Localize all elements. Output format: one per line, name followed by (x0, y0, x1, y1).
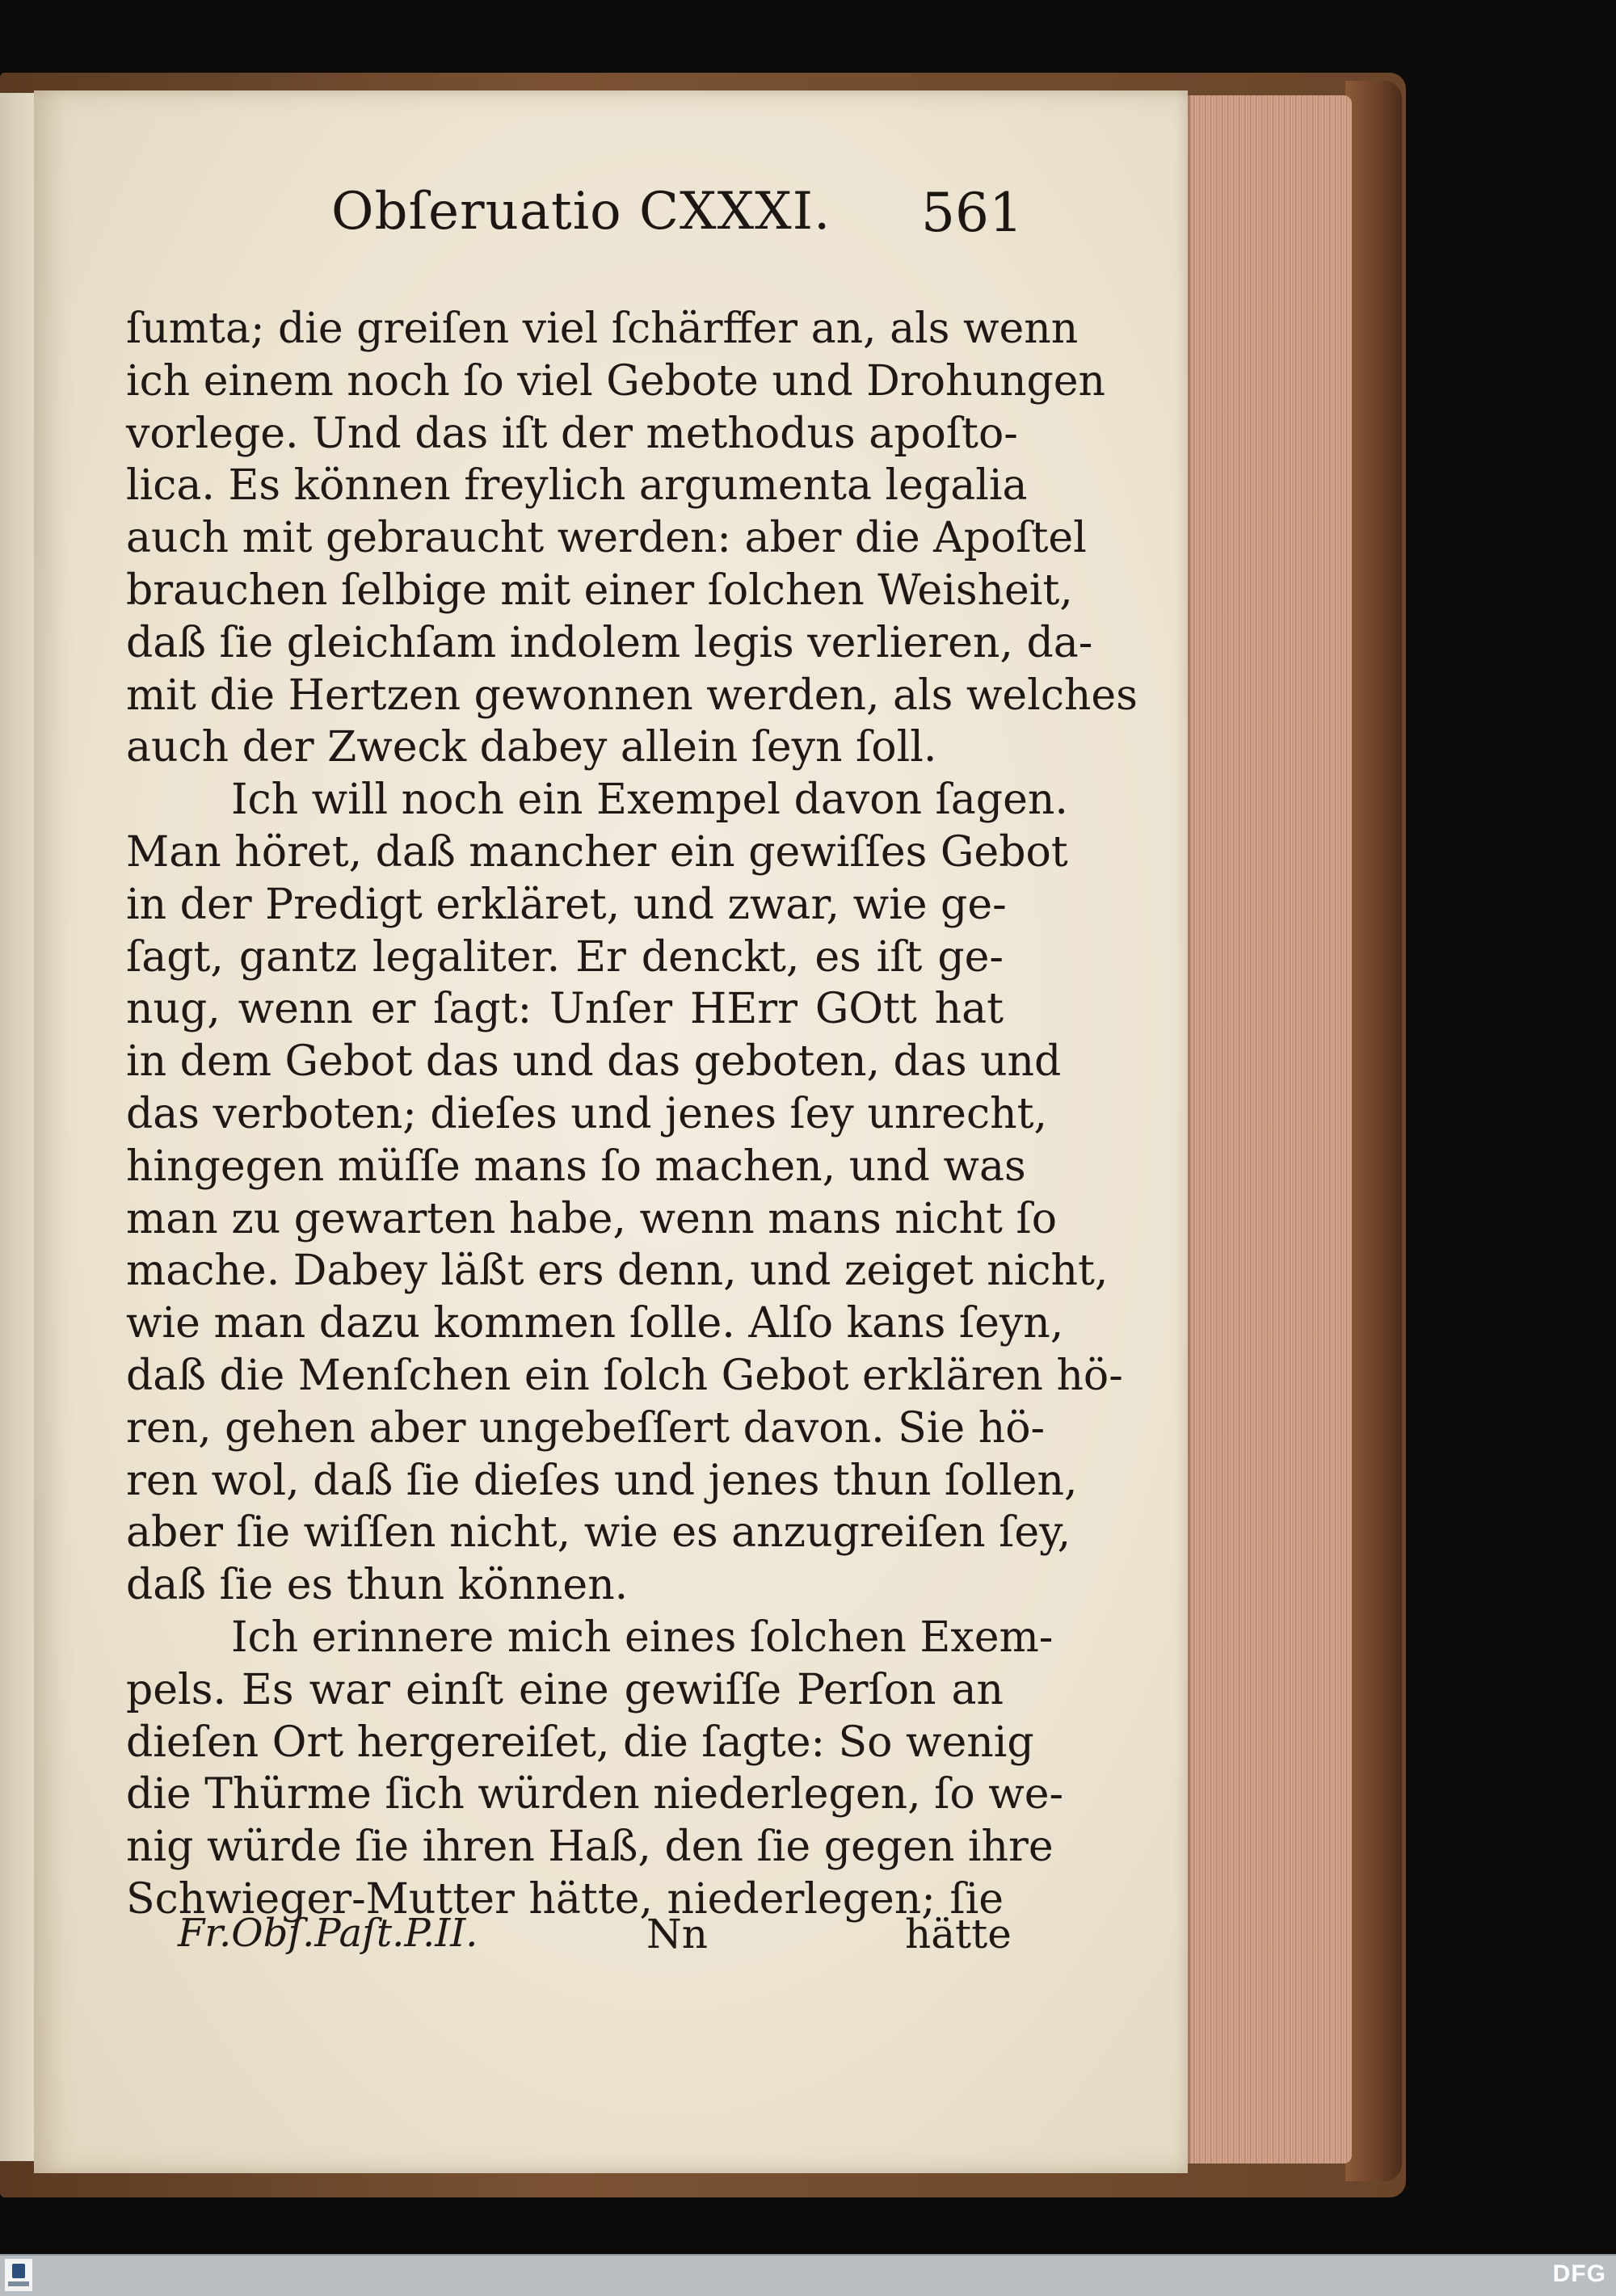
text-line: lica. Es können freylich argumenta legalia (126, 461, 1028, 511)
running-head (0, 182, 1616, 263)
text-line: dieſen Ort hergereiſet, die ſagte: So wenig (126, 1718, 1034, 1767)
text-line: brauchen ſelbige mit einer ſolchen Weisheit, (126, 566, 1073, 615)
text-line: ich einem noch ſo viel Gebote und Drohungen (126, 356, 1106, 406)
text-line: das verboten; dieſes und jenes ſey unrecht, (126, 1089, 1047, 1138)
text-line: Ich erinnere mich eines ſolchen Exem- (231, 1613, 1054, 1662)
body-text (126, 303, 1138, 1926)
text-line: auch mit gebraucht werden: aber die Apoſtel (126, 514, 1087, 563)
text-line: ren wol, daß ſie dieſes und jenes thun ſollen, (126, 1456, 1078, 1505)
text-line: wie man dazu kommen ſolle. Alſo kans ſeyn, (126, 1299, 1064, 1348)
catchword: hätte (905, 1911, 1012, 1957)
library-logo-icon (5, 2259, 32, 2291)
text-line: in dem Gebot das und das geboten, das und (126, 1037, 1062, 1087)
text-line: ſagt, gantz legaliter. Er denckt, es iſt ge- (126, 932, 1004, 982)
text-line: daß ſie es thun können. (126, 1561, 629, 1610)
text-line: auch der Zweck dabey allein ſeyn ſoll. (126, 723, 937, 772)
page-footer (0, 1911, 1616, 1975)
page-heading: Obſeruatio CXXXI. (331, 182, 831, 242)
text-line: mit die Hertzen gewonnen werden, als welches (126, 671, 1138, 720)
page-number: 561 (921, 182, 1023, 244)
text-line: die Thürme ſich würden niederlegen, ſo we- (126, 1770, 1064, 1819)
text-line: Man höret, daß mancher ein gewiſſes Gebot (126, 827, 1068, 877)
text-line: ſumta; die greiſen viel ſchärffer an, als wenn (126, 305, 1079, 353)
text-line: aber ſie wiſſen nicht, wie es anzugreiſen ſey, (126, 1508, 1071, 1558)
text-line: hingegen müſſe mans ſo machen, und was (126, 1142, 1026, 1191)
dfg-logo: DFG (1552, 2260, 1606, 2287)
text-line: daß die Menſchen ein ſolch Gebot erklären hö- (126, 1351, 1123, 1400)
text-line: mache. Dabey läßt ers denn, und zeiget nicht, (126, 1247, 1109, 1296)
text-line: daß ſie gleichſam indolem legis verlieren, da- (126, 618, 1093, 667)
text-line: in der Predigt erkläret, und zwar, wie ge- (126, 880, 1007, 929)
text-line: pels. Es war einſt eine gewiſſe Perſon an (126, 1665, 1004, 1714)
text-line: Ich will noch ein Exempel davon ſagen. (231, 776, 1068, 825)
sheet-mark: Nn (646, 1911, 708, 1957)
text-line: Schwieger-Mutter hätte, niederlegen; ſie (126, 1874, 1004, 1924)
text-line: nig würde ſie ihren Haß, den ſie gegen ihre (126, 1823, 1054, 1872)
text-line: vorlege. Und das iſt der methodus apoſto- (126, 409, 1018, 458)
text-line: nug, wenn er ſagt: Unſer HErr GOtt hat (126, 985, 1004, 1034)
page-fore-edge (1188, 95, 1352, 2164)
text-line: ren, gehen aber ungebeſſert davon. Sie hö- (126, 1403, 1046, 1453)
facing-page-edge (0, 93, 38, 2161)
text-line: man zu gewarten habe, wenn mans nicht ſo (126, 1194, 1057, 1243)
signature-mark: Fr.Obſ.Paſt.P.II. (178, 1911, 478, 1956)
book-back-board (1345, 81, 1402, 2181)
viewer-bottom-bar (0, 2254, 1616, 2296)
